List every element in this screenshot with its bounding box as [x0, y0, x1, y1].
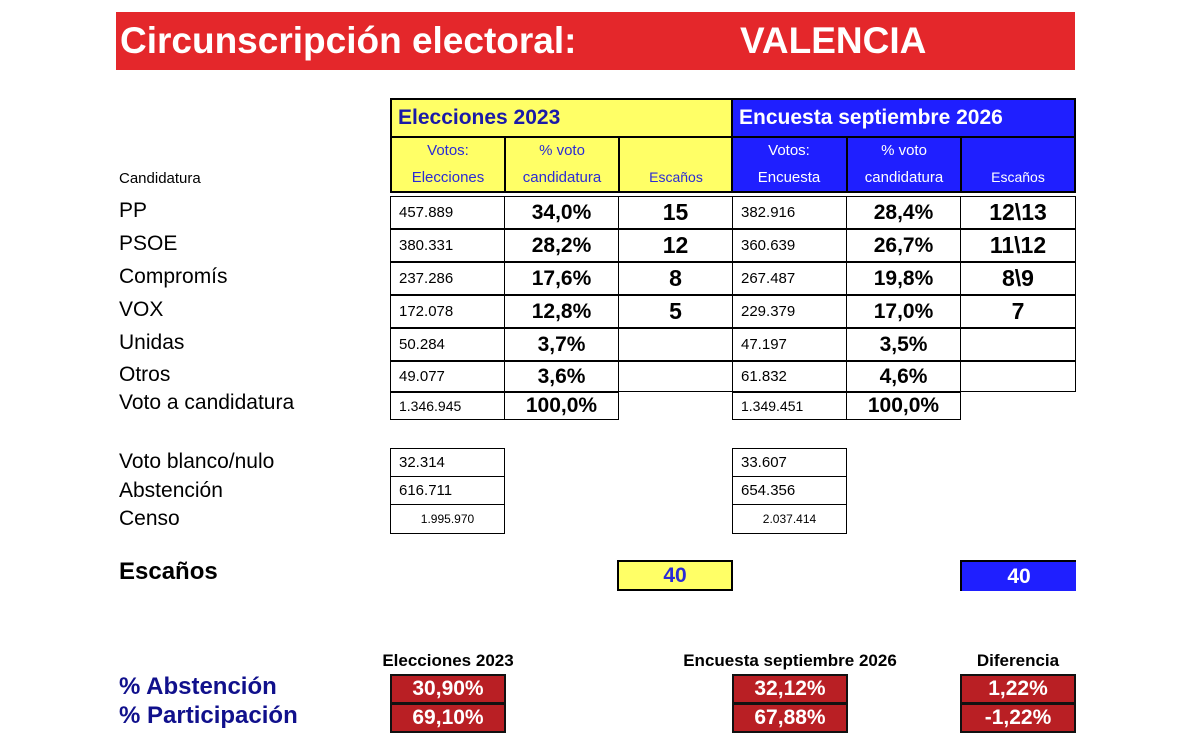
e-seats-cell: 15	[618, 196, 733, 229]
s-seats-cell	[960, 361, 1076, 392]
e-seats-cell: 12	[618, 229, 733, 262]
s-votes-cell: 360.639	[732, 229, 847, 262]
part-s: 67,88%	[732, 703, 848, 733]
extra-s-blanco: 33.607	[732, 448, 847, 477]
summary-col-d: Diferencia	[976, 651, 1060, 670]
part-e: 69,10%	[390, 703, 506, 733]
escanos-label: Escaños	[119, 558, 218, 585]
e-pct-cell: 3,6%	[504, 361, 619, 392]
part-d: -1,22%	[960, 703, 1076, 733]
e-seats-cell: 8	[618, 262, 733, 295]
extra-s-censo: 2.037.414	[732, 504, 847, 534]
s-pct-cell: 28,4%	[846, 196, 961, 229]
party-name: PSOE	[119, 232, 178, 255]
s-seats-cell: 12\13	[960, 196, 1076, 229]
total-s-votes: 1.349.451	[732, 392, 847, 420]
total-s-pct: 100,0%	[846, 392, 961, 420]
extra-s-abstencion: 654.356	[732, 476, 847, 505]
participacion-label: % Participación	[119, 702, 298, 729]
summary-col-s: Encuesta septiembre 2026	[683, 651, 897, 670]
e-seats-cell	[618, 361, 733, 392]
s-votes-cell: 47.197	[732, 328, 847, 361]
extra-e-blanco: 32.314	[390, 448, 505, 477]
sub-e-votos: Votos: Elecciones	[411, 142, 485, 186]
e-pct-cell: 28,2%	[504, 229, 619, 262]
s-pct-cell: 3,5%	[846, 328, 961, 361]
e-votes-cell: 457.889	[390, 196, 505, 229]
extra-label-blanco: Voto blanco/nulo	[119, 450, 275, 473]
e-votes-cell: 380.331	[390, 229, 505, 262]
e-votes-cell: 237.286	[390, 262, 505, 295]
extra-e-abstencion: 616.711	[390, 476, 505, 505]
s-seats-cell	[960, 328, 1076, 361]
e-seats-cell: 5	[618, 295, 733, 328]
sub-s-votos: Votos: Encuesta	[757, 142, 821, 186]
sub-e-pct: % voto candidatura	[522, 142, 602, 186]
party-name: Otros	[119, 363, 171, 386]
total-label: Voto a candidatura	[119, 391, 295, 414]
s-seats-cell: 11\12	[960, 229, 1076, 262]
s-pct-cell: 17,0%	[846, 295, 961, 328]
e-pct-cell: 3,7%	[504, 328, 619, 361]
header-encuesta	[731, 98, 1076, 138]
e-votes-cell: 50.284	[390, 328, 505, 361]
sub-s-pct: % voto candidatura	[864, 142, 944, 186]
header-elecciones-text: Elecciones 2023	[398, 106, 561, 129]
s-pct-cell: 26,7%	[846, 229, 961, 262]
party-name: Compromís	[119, 265, 228, 288]
candidatura-label: Candidatura	[119, 170, 201, 187]
s-seats-cell: 7	[960, 295, 1076, 328]
abst-s: 32,12%	[732, 674, 848, 704]
abstencion-label: % Abstención	[119, 673, 277, 700]
party-name: Unidas	[119, 331, 185, 354]
summary-col-e: Elecciones 2023	[382, 651, 514, 670]
title-banner	[116, 12, 1075, 70]
s-votes-cell: 61.832	[732, 361, 847, 392]
escanos-e: 40	[617, 560, 733, 591]
party-name: VOX	[119, 298, 164, 321]
s-pct-cell: 4,6%	[846, 361, 961, 392]
header-encuesta-text: Encuesta septiembre 2026	[739, 106, 1003, 129]
abst-d: 1,22%	[960, 674, 1076, 704]
s-pct-cell: 19,8%	[846, 262, 961, 295]
party-name: PP	[119, 199, 148, 222]
s-seats-cell: 8\9	[960, 262, 1076, 295]
e-votes-cell: 172.078	[390, 295, 505, 328]
sub-e-esc: Escaños	[649, 169, 703, 185]
s-votes-cell: 267.487	[732, 262, 847, 295]
e-pct-cell: 12,8%	[504, 295, 619, 328]
total-e-pct: 100,0%	[504, 392, 619, 420]
s-votes-cell: 382.916	[732, 196, 847, 229]
escanos-s: 40	[960, 560, 1076, 591]
total-e-votes: 1.346.945	[390, 392, 505, 420]
banner-place: VALENCIA	[740, 20, 927, 61]
abst-e: 30,90%	[390, 674, 506, 704]
header-elecciones	[390, 98, 733, 138]
e-pct-cell: 34,0%	[504, 196, 619, 229]
s-votes-cell: 229.379	[732, 295, 847, 328]
extra-e-censo: 1.995.970	[390, 504, 505, 534]
e-pct-cell: 17,6%	[504, 262, 619, 295]
sub-s-esc: Escaños	[991, 169, 1045, 185]
e-votes-cell: 49.077	[390, 361, 505, 392]
extra-label-abstencion: Abstención	[119, 479, 223, 502]
e-seats-cell	[618, 328, 733, 361]
extra-label-censo: Censo	[119, 507, 180, 530]
banner-label: Circunscripción electoral:	[120, 20, 577, 61]
